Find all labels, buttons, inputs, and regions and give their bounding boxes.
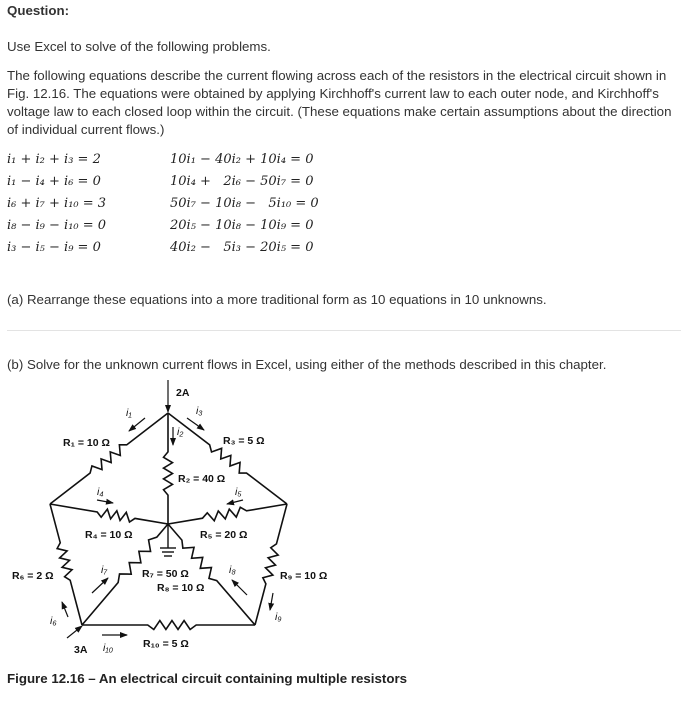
equation: i₁ + i₂ + i₃ = 2 [7,152,101,167]
i9-arrow [270,593,273,610]
r9-label: R₉ = 10 Ω [280,570,328,582]
resistor-r1 [50,413,168,504]
problem-paragraph: The following equations describe the current flowing across each of the resistors in the electrical circuit shown in Fig. 12.16. The equations were obtained by applying Kirchhoff's current law to each outer node, and Kirchhoff's voltage law to each closed loop within the circuit. (These equations make certain assumptions about the direction of individual current flows.) [7,68,672,137]
divider [7,330,681,331]
r4-label: R₄ = 10 Ω [85,529,133,541]
resistor-r5 [168,504,287,524]
i8-label: i₈ [229,564,236,576]
i9-label: i₉ [275,611,282,623]
equation: 10i₁ − 40i₂ + 10i₄ = 0 [170,152,314,167]
equation: 40i₂ − 5i₃ − 20i₅ = 0 [170,240,314,255]
r1-label: R₁ = 10 Ω [63,437,110,449]
i6-arrow [62,602,68,617]
i3-arrow [187,418,204,430]
r8-label: R₈ = 10 Ω [157,582,205,594]
resistor-r10 [82,621,255,630]
source-2a-label: 2A [176,387,190,399]
resistor-r4 [50,504,168,524]
i4-arrow [97,500,113,503]
equation: i₁ − i₄ + i₆ = 0 [7,174,101,189]
source-3a-arrow [67,626,82,638]
r6-label: R₆ = 2 Ω [12,570,54,582]
resistor-r3 [168,413,287,504]
i10-label: i₁₀ [103,642,114,654]
part-a-text: (a) Rearrange these equations into a more traditional form as 10 equations in 10 unknowns. [7,292,547,307]
equation: i₃ − i₅ − i₉ = 0 [7,240,101,255]
part-b-text: (b) Solve for the unknown current flows in Excel, using either of the methods described in this chapter. [7,357,607,372]
circuit-diagram [0,380,350,660]
r7-label: R₇ = 50 Ω [142,568,189,580]
r3-label: R₃ = 5 Ω [223,435,265,447]
resistor-r6 [50,504,82,625]
i5-label: i₅ [235,486,242,498]
i3-label: i₃ [196,405,203,417]
i7-label: i₇ [101,564,108,576]
equation: 20i₅ − 10i₈ − 10i₉ = 0 [170,218,314,233]
i7-arrow [92,578,108,593]
equation: i₆ + i₇ + i₁₀ = 3 [7,196,107,211]
i4-label: i₄ [97,486,104,498]
resistor-r2 [164,413,173,524]
i6-label: i₆ [50,615,57,627]
i1-arrow [129,418,145,431]
equation: 10i₄ + 2i₆ − 50i₇ = 0 [170,174,314,189]
source-3a-label: 3A [74,644,88,656]
i5-arrow [227,500,243,504]
i1-label: i₁ [126,407,132,419]
i2-label: i₂ [177,426,184,438]
r2-label: R₂ = 40 Ω [178,473,226,485]
r5-label: R₅ = 20 Ω [200,529,248,541]
equation: i₈ − i₉ − i₁₀ = 0 [7,218,107,233]
r10-label: R₁₀ = 5 Ω [143,638,189,650]
i8-arrow [232,580,247,595]
ground-symbol [160,524,176,556]
intro-text: Use Excel to solve of the following problems. [7,39,271,54]
equation: 50i₇ − 10i₈ − 5i₁₀ = 0 [170,196,319,211]
figure-caption: Figure 12.16 – An electrical circuit containing multiple resistors [7,671,408,686]
question-label: Question: [7,3,70,18]
